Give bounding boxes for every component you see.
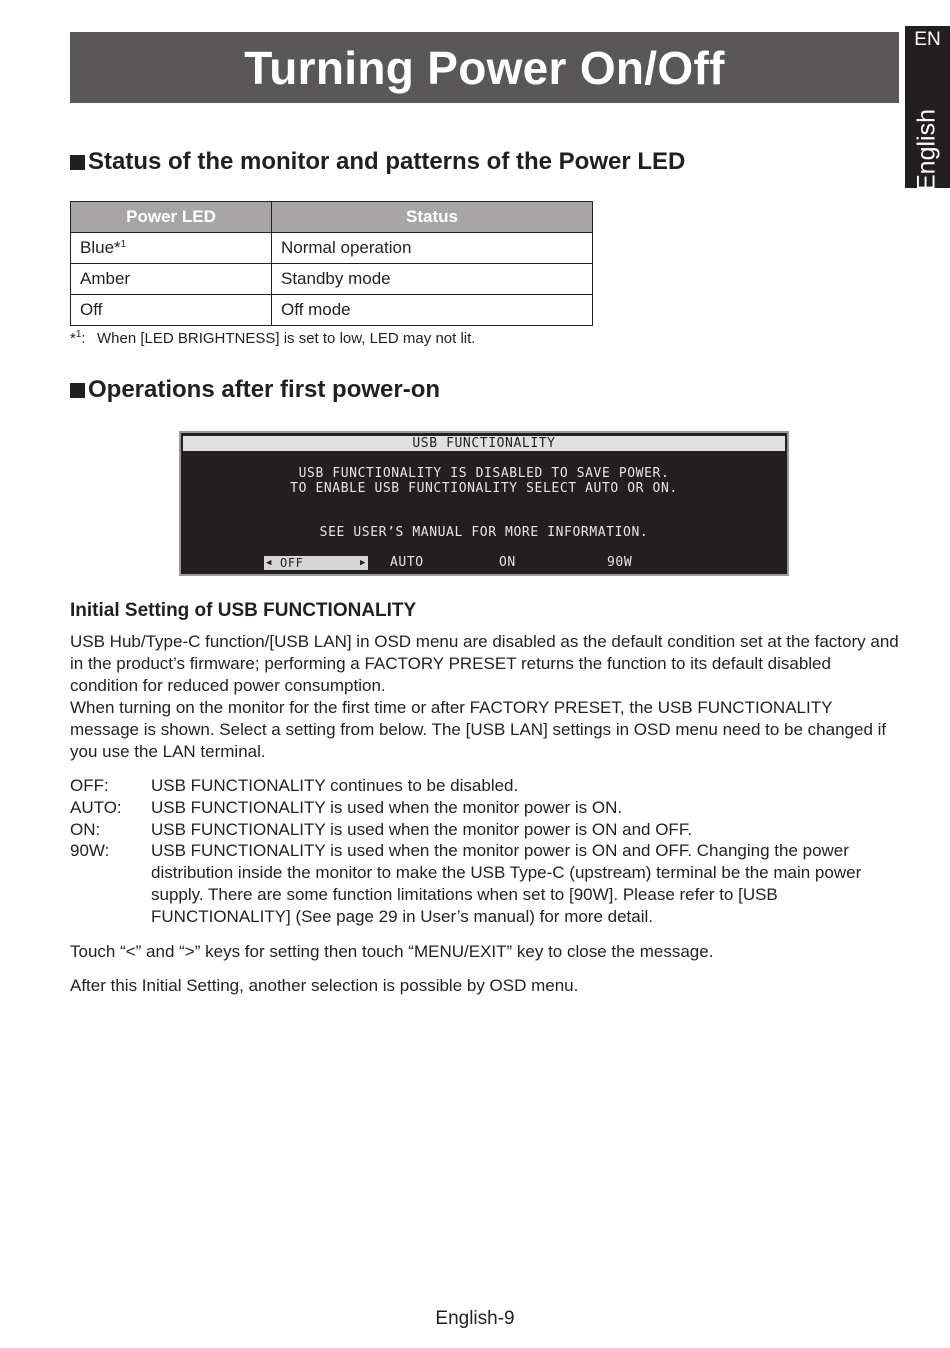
osd-option-auto[interactable]: AUTO: [390, 555, 424, 570]
section-heading-led: [70, 148, 685, 176]
table-header-status: Status: [272, 202, 593, 233]
led-value: Blue*: [80, 238, 121, 257]
power-led-table: [70, 201, 593, 326]
osd-option-90w[interactable]: 90W: [607, 555, 633, 570]
sub-heading-initial-setting: Initial Setting of USB FUNCTIONALITY: [70, 600, 417, 621]
language-tab: [905, 26, 950, 191]
osd-panel: [181, 433, 787, 574]
table-cell-led: Amber: [71, 264, 272, 295]
definition-desc: USB FUNCTIONALITY is used when the monitor power is ON and OFF.: [151, 820, 693, 839]
table-cell-status: Standby mode: [272, 264, 593, 295]
footnote-mark: [70, 330, 97, 347]
language-code: EN: [914, 29, 941, 50]
definition-term: 90W:: [70, 841, 110, 860]
definition-term: ON:: [70, 820, 101, 839]
definition-term: OFF:: [70, 776, 109, 795]
osd-option-on[interactable]: ON: [499, 555, 516, 570]
osd-option-off[interactable]: [264, 556, 368, 570]
table-row: [71, 295, 593, 326]
table-header-led: Power LED: [71, 202, 272, 233]
page-number: English-9: [435, 1308, 515, 1329]
table-cell-led: Off: [71, 295, 272, 326]
table-row: [71, 264, 593, 295]
table-cell-status: Off mode: [272, 295, 593, 326]
osd-option-label: OFF: [280, 556, 304, 570]
definition-desc: USB FUNCTIONALITY is used when the monitor power is ON and OFF. Changing the power distribution inside the monitor to make the USB Type-C (upstream) terminal be the main power supply. There are some function limitations when set to [90W]. Please refer to [USB FUNCTIONALITY] (See page 29 in User’s manual) for more detail.: [151, 841, 862, 926]
footnote-text: When [LED BRIGHTNESS] is set to low, LED may not lit.: [97, 330, 476, 347]
definition-desc: USB FUNCTIONALITY is used when the monitor power is ON.: [151, 798, 623, 817]
definition-term: AUTO:: [70, 798, 122, 817]
right-arrow-icon: ▶: [359, 558, 366, 568]
language-label: English: [912, 109, 941, 191]
left-arrow-icon: ◀: [266, 558, 273, 568]
section-heading-operations-text: Operations after first power-on: [88, 376, 441, 403]
led-footnote: [70, 330, 475, 347]
square-bullet-icon: [70, 155, 85, 170]
table-header-row: [71, 202, 593, 233]
paragraph-touch-keys: Touch “<” and “>” keys for setting then touch “MENU/EXIT” key to close the message.: [70, 942, 714, 961]
osd-title: USB FUNCTIONALITY: [183, 436, 785, 451]
osd-usb-functionality-screen: [179, 431, 789, 576]
definition-desc: USB FUNCTIONALITY continues to be disabled.: [151, 776, 519, 795]
osd-message-line: SEE USER’S MANUAL FOR MORE INFORMATION.: [319, 525, 649, 540]
page-title: Turning Power On/Off: [70, 32, 899, 103]
osd-message-line: TO ENABLE USB FUNCTIONALITY SELECT AUTO OR ON.: [290, 481, 678, 496]
paragraph-default-condition: USB Hub/Type-C function/[USB LAN] in OSD menu are disabled as the default condition set at the factory and in the product’s firmware; performing a FACTORY PRESET returns the function to its default disabled condition for reduced power consumption.: [70, 632, 899, 695]
table-row: [71, 233, 593, 264]
footnote-ref: 1: [120, 239, 127, 250]
paragraph-first-power-on: When turning on the monitor for the first time or after FACTORY PRESET, the USB FUNCTIONALITY message is shown. Select a setting from below. The [USB LAN] settings in OSD menu need to be changed if you use the LAN terminal.: [70, 698, 887, 761]
footnote-star: *: [70, 330, 76, 347]
footnote-sup: 1: [75, 329, 82, 340]
table-cell-status: Normal operation: [272, 233, 593, 264]
paragraph-after-setting: After this Initial Setting, another selection is possible by OSD menu.: [70, 976, 579, 995]
section-heading-operations: [70, 376, 440, 404]
osd-message-line: USB FUNCTIONALITY IS DISABLED TO SAVE POWER.: [298, 466, 670, 481]
square-bullet-icon: [70, 383, 85, 398]
footnote-colon: :: [81, 330, 86, 347]
section-heading-led-text: Status of the monitor and patterns of the Power LED: [88, 148, 686, 175]
table-cell-led: [71, 233, 272, 264]
